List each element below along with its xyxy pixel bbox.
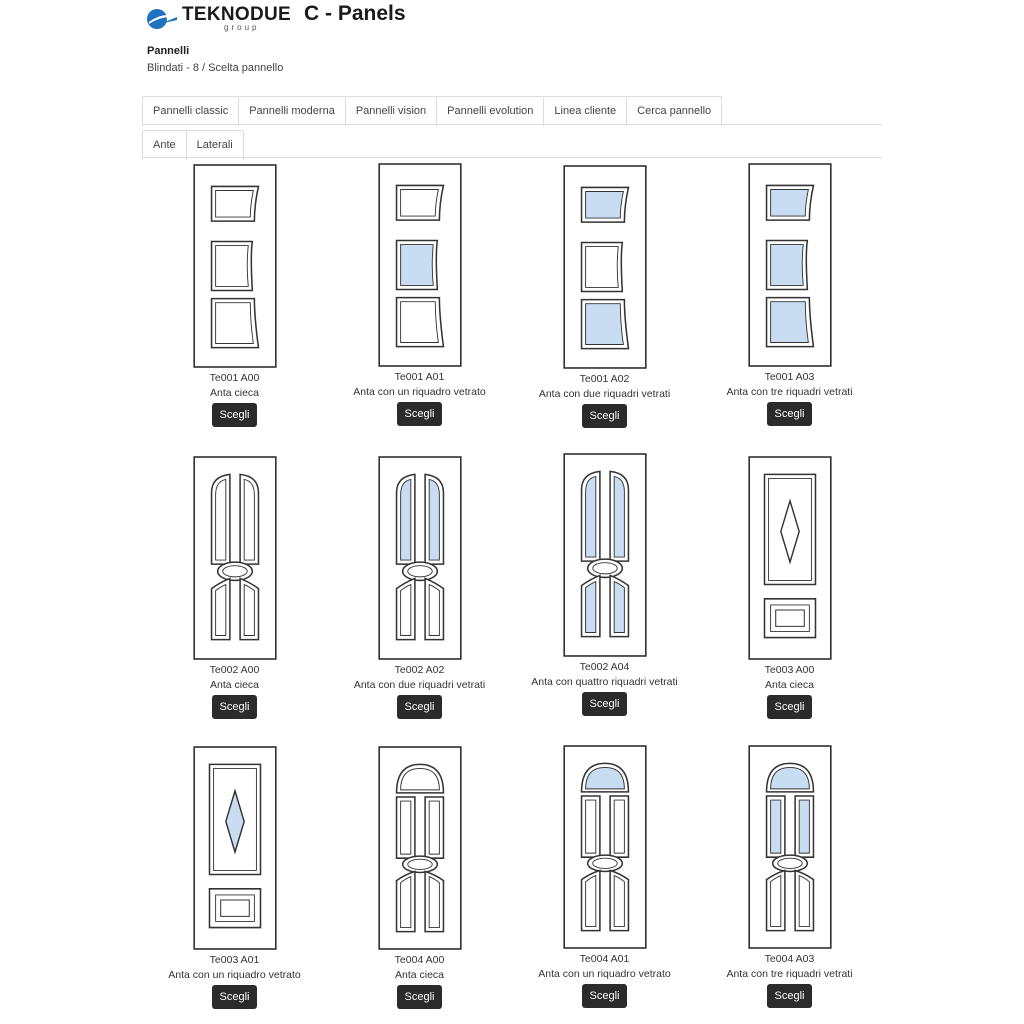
subtabs-divider bbox=[142, 157, 882, 158]
tab-laterali[interactable]: Laterali bbox=[186, 130, 244, 160]
panel-card bbox=[512, 165, 697, 428]
panel-code: Te001 A02 bbox=[579, 373, 630, 385]
main-tabs bbox=[142, 96, 721, 126]
app-title: C - Panels bbox=[304, 2, 406, 25]
tab-ante[interactable]: Ante bbox=[142, 130, 187, 160]
panel-code: Te003 A01 bbox=[209, 954, 260, 966]
panel-image bbox=[563, 745, 647, 949]
page-title: Pannelli bbox=[147, 45, 190, 57]
panel-description: Anta con tre riquadri vetrati bbox=[726, 968, 853, 980]
panel-description: Anta con due riquadri vetrati bbox=[353, 679, 486, 691]
logo-text: TEKNODUE bbox=[182, 4, 292, 25]
scegli-button[interactable]: Scegli bbox=[767, 695, 812, 719]
scegli-button[interactable]: Scegli bbox=[212, 695, 257, 719]
panel-image bbox=[748, 745, 832, 949]
scegli-button[interactable]: Scegli bbox=[767, 402, 812, 426]
tabs-divider bbox=[142, 124, 882, 125]
panel-code: Te002 A04 bbox=[579, 661, 630, 673]
panel-image bbox=[193, 746, 277, 950]
panel-card bbox=[327, 746, 512, 1009]
panel-description: Anta cieca bbox=[209, 387, 260, 399]
panel-card bbox=[327, 163, 512, 426]
tab-linea-cliente[interactable]: Linea cliente bbox=[543, 96, 627, 126]
tab-pannelli-evolution[interactable]: Pannelli evolution bbox=[436, 96, 544, 126]
panel-card bbox=[697, 163, 882, 426]
panel-image bbox=[563, 453, 647, 657]
tab-pannelli-classic[interactable]: Pannelli classic bbox=[142, 96, 239, 126]
scegli-button[interactable]: Scegli bbox=[397, 695, 442, 719]
panel-image bbox=[378, 456, 462, 660]
scegli-button[interactable]: Scegli bbox=[212, 985, 257, 1009]
panel-code: Te004 A01 bbox=[579, 953, 630, 965]
tab-pannelli-vision[interactable]: Pannelli vision bbox=[345, 96, 437, 126]
panel-code: Te002 A02 bbox=[394, 664, 445, 676]
tab-pannelli-moderna[interactable]: Pannelli moderna bbox=[238, 96, 346, 126]
panel-code: Te004 A03 bbox=[764, 953, 815, 965]
panel-code: Te001 A00 bbox=[209, 372, 260, 384]
panel-code: Te001 A01 bbox=[394, 371, 445, 383]
scegli-button[interactable]: Scegli bbox=[397, 985, 442, 1009]
scegli-button[interactable]: Scegli bbox=[397, 402, 442, 426]
scegli-button[interactable]: Scegli bbox=[767, 984, 812, 1008]
panel-description: Anta cieca bbox=[394, 969, 445, 981]
logo-icon bbox=[146, 8, 178, 30]
panel-card bbox=[142, 746, 327, 1009]
panel-description: Anta con un riquadro vetrato bbox=[353, 386, 486, 398]
tab-cerca-pannello[interactable]: Cerca pannello bbox=[626, 96, 722, 126]
panel-card bbox=[512, 745, 697, 1008]
panel-image bbox=[378, 163, 462, 367]
panel-code: Te003 A00 bbox=[764, 664, 815, 676]
panel-image bbox=[193, 164, 277, 368]
teknodue-logo bbox=[146, 4, 306, 34]
panel-card bbox=[697, 745, 882, 1008]
scegli-button[interactable]: Scegli bbox=[212, 403, 257, 427]
panel-image bbox=[748, 456, 832, 660]
panel-code: Te001 A03 bbox=[764, 371, 815, 383]
logo-subtext: group bbox=[224, 23, 260, 32]
panel-card bbox=[512, 453, 697, 716]
panel-code: Te004 A00 bbox=[394, 954, 445, 966]
panel-card bbox=[142, 456, 327, 719]
sub-tabs bbox=[142, 130, 243, 160]
panel-image bbox=[193, 456, 277, 660]
panel-description: Anta cieca bbox=[209, 679, 260, 691]
panel-card bbox=[327, 456, 512, 719]
breadcrumb: Blindati - 8 / Scelta pannello bbox=[147, 62, 284, 74]
panel-image bbox=[748, 163, 832, 367]
panel-description: Anta con due riquadri vetrati bbox=[538, 388, 671, 400]
panel-code: Te002 A00 bbox=[209, 664, 260, 676]
panel-description: Anta cieca bbox=[764, 679, 815, 691]
panel-description: Anta con un riquadro vetrato bbox=[168, 969, 301, 981]
panel-description: Anta con quattro riquadri vetrati bbox=[531, 676, 678, 688]
scegli-button[interactable]: Scegli bbox=[582, 404, 627, 428]
app-header bbox=[146, 2, 846, 34]
panel-description: Anta con tre riquadri vetrati bbox=[726, 386, 853, 398]
scegli-button[interactable]: Scegli bbox=[582, 692, 627, 716]
panel-image bbox=[378, 746, 462, 950]
panel-card bbox=[142, 164, 327, 427]
scegli-button[interactable]: Scegli bbox=[582, 984, 627, 1008]
panel-image bbox=[563, 165, 647, 369]
panel-description: Anta con un riquadro vetrato bbox=[538, 968, 671, 980]
panel-card bbox=[697, 456, 882, 719]
